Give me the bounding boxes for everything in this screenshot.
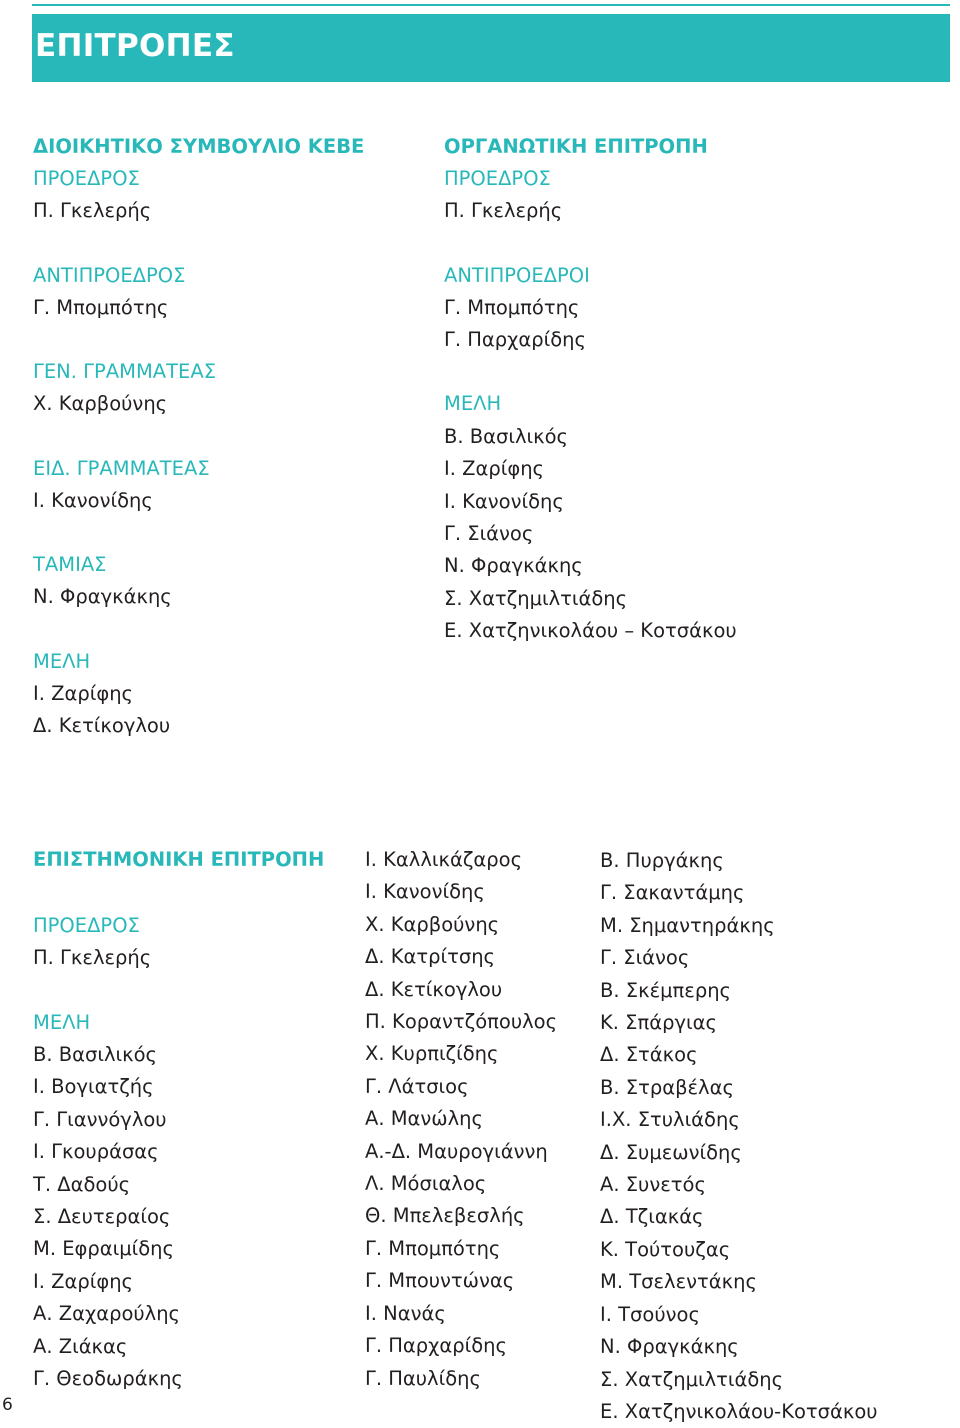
organizing-member-name: Σ. Χατζημιλτιάδης [444, 586, 628, 610]
scientific-member-name: Χ. Καρβούνης [365, 912, 500, 936]
scientific-member-name: Σ. Δευτεραίος [33, 1204, 171, 1228]
organizing-group [444, 260, 737, 357]
board-column [33, 131, 364, 743]
scientific-column-1 [33, 844, 324, 1395]
scientific-member-name: Α. Μανώλης [365, 1107, 483, 1131]
organizing-member-name: Γ. Παρχαρίδης [444, 328, 586, 352]
scientific-member-name: Θ. Μπελεβεσλής [365, 1204, 525, 1228]
scientific-member-name: Α. Ζιάκας [33, 1334, 128, 1358]
scientific-member-name: Δ. Συμεωνίδης [600, 1140, 742, 1164]
board-member-name: Χ. Καρβούνης [33, 392, 168, 416]
scientific-member-name: Α. Ζαχαρούλης [33, 1302, 181, 1326]
scientific-member-name: Δ. Στάκος [600, 1043, 698, 1067]
scientific-members-label: ΜΕΛΗ [33, 1010, 91, 1034]
board-member-name: Ι. Ζαρίφης [33, 681, 134, 705]
top-rule [32, 4, 950, 6]
scientific-member-name: Α.-Δ. Μαυρογιάννη [365, 1139, 548, 1163]
scientific-heading: ΕΠΙΣΤΗΜΟΝΙΚΗ ΕΠΙΤΡΟΠΗ [33, 848, 325, 871]
board-role-label: ΕΙΔ. ΓΡΑΜΜΑΤΕΑΣ [33, 456, 210, 480]
board-member-name: Ν. Φραγκάκης [33, 585, 172, 609]
organizing-member-name: Γ. Μπομπότης [444, 295, 580, 319]
board-role-label: ΠΡΟΕΔΡΟΣ [33, 167, 140, 190]
title-banner [32, 14, 950, 82]
scientific-member-name: Γ. Μπουντώνας [365, 1269, 515, 1293]
scientific-member-name: Β. Στραβέλας [600, 1075, 734, 1099]
scientific-member-name: Ι. Καλλικάζαρος [365, 848, 523, 871]
scientific-members-list-1 [33, 1039, 324, 1395]
scientific-president-group [33, 910, 324, 975]
scientific-member-name: Γ. Θεοδωράκης [33, 1366, 183, 1390]
scientific-member-name: Μ. Τσελεντάκης [600, 1270, 757, 1294]
board-member-name: Δ. Κετίκογλου [33, 714, 171, 738]
scientific-member-name: Ι.Χ. Στυλιάδης [600, 1108, 740, 1132]
board-member-name: Γ. Μπομπότης [33, 295, 169, 319]
organizing-role-label: ΑΝΤΙΠΡΟΕΔΡΟΙ [444, 263, 590, 287]
scientific-member-name: Γ. Παυλίδης [365, 1366, 481, 1390]
scientific-member-name: Μ. Εφραιμίδης [33, 1237, 174, 1261]
scientific-member-name: Γ. Μπομπότης [365, 1236, 501, 1260]
board-role-label: ΓΕΝ. ΓΡΑΜΜΑΤΕΑΣ [33, 360, 217, 383]
organizing-member-name: Ε. Χατζηνικολάου – Κοτσάκου [444, 619, 737, 643]
scientific-members-group [33, 1007, 324, 1396]
scientific-member-name: Β. Πυργάκης [600, 849, 724, 872]
scientific-member-name: Ι. Τσούνος [600, 1302, 700, 1326]
scientific-member-name: Ν. Φραγκάκης [600, 1335, 739, 1359]
organizing-groups [444, 163, 737, 648]
scientific-member-name: Ε. Χατζηνικολάου-Κοτσάκου [600, 1399, 878, 1423]
board-role-label: ΤΑΜΙΑΣ [33, 553, 107, 576]
organizing-member-name: Π. Γκελερής [444, 199, 563, 223]
organizing-member-name: Ν. Φραγκάκης [444, 554, 583, 578]
scientific-member-name: Δ. Κατρίτσης [365, 945, 495, 969]
scientific-member-name: Ι. Βογιατζής [33, 1075, 154, 1099]
scientific-member-name: Γ. Παρχαρίδης [365, 1334, 507, 1358]
scientific-member-name: Ι. Νανάς [365, 1301, 446, 1325]
scientific-member-name: Τ. Δαδούς [33, 1172, 131, 1196]
page-number: 6 [2, 1395, 13, 1415]
board-member-name: Ι. Κανονίδης [33, 488, 153, 512]
organizing-member-name: Β. Βασιλικός [444, 424, 568, 448]
scientific-member-name: Π. Κοραντζόπουλος [365, 1010, 558, 1034]
organizing-heading: ΟΡΓΑΝΩΤΙΚΗ ΕΠΙΤΡΟΠΗ [444, 135, 708, 158]
scientific-members-list-3 [600, 845, 878, 1428]
board-group [33, 356, 364, 421]
board-groups [33, 163, 364, 743]
scientific-president-label: ΠΡΟΕΔΡΟΣ [33, 914, 140, 937]
scientific-member-name: Χ. Κυρπιζίδης [365, 1042, 499, 1066]
scientific-member-name: Β. Σκέμπερης [600, 978, 731, 1002]
scientific-member-name: Γ. Σακαντάμης [600, 881, 745, 905]
scientific-member-name: Β. Βασιλικός [33, 1042, 157, 1066]
board-group [33, 453, 364, 518]
scientific-member-name: Δ. Τζιακάς [600, 1205, 704, 1229]
organizing-member-name: Ι. Ζαρίφης [444, 457, 545, 481]
board-role-label: ΜΕΛΗ [33, 649, 91, 673]
board-group [33, 549, 364, 614]
organizing-role-label: ΠΡΟΕΔΡΟΣ [444, 167, 551, 190]
organizing-role-label: ΜΕΛΗ [444, 392, 502, 416]
organizing-group [444, 163, 737, 228]
scientific-member-name: Α. Συνετός [600, 1173, 706, 1197]
scientific-member-name: Γ. Λάτσιος [365, 1074, 469, 1098]
scientific-member-name: Σ. Χατζημιλτιάδης [600, 1367, 784, 1391]
scientific-member-name: Γ. Γιαννόγλου [33, 1107, 167, 1131]
scientific-member-name: Κ. Τούτουζας [600, 1237, 731, 1261]
scientific-members-list-2 [365, 844, 557, 1395]
organizing-member-name: Ι. Κανονίδης [444, 489, 564, 513]
scientific-member-name: Ι. Κανονίδης [365, 880, 485, 904]
scientific-member-name: Ι. Ζαρίφης [33, 1269, 134, 1293]
scientific-member-name: Κ. Σπάργιας [600, 1011, 717, 1035]
scientific-member-name: Μ. Σημαντηράκης [600, 913, 775, 937]
board-role-label: ΑΝΤΙΠΡΟΕΔΡΟΣ [33, 263, 186, 287]
scientific-member-name: Δ. Κετίκογλου [365, 977, 503, 1001]
scientific-member-name: Ι. Γκουράσας [33, 1140, 159, 1164]
board-member-name: Π. Γκελερής [33, 199, 152, 223]
scientific-member-name: Λ. Μόσιαλος [365, 1172, 487, 1196]
board-heading: ΔΙΟΙΚΗΤΙΚΟ ΣΥΜΒΟΥΛΙΟ ΚΕΒΕ [33, 135, 365, 158]
organizing-column [444, 131, 737, 648]
scientific-member-name: Γ. Σιάνος [600, 946, 690, 970]
board-group [33, 646, 364, 743]
page-title: ΕΠΙΤΡΟΠΕΣ [35, 28, 235, 64]
organizing-group [444, 388, 737, 647]
scientific-president-name: Π. Γκελερής [33, 946, 152, 970]
organizing-member-name: Γ. Σιάνος [444, 522, 534, 546]
board-group [33, 163, 364, 228]
board-group [33, 260, 364, 325]
